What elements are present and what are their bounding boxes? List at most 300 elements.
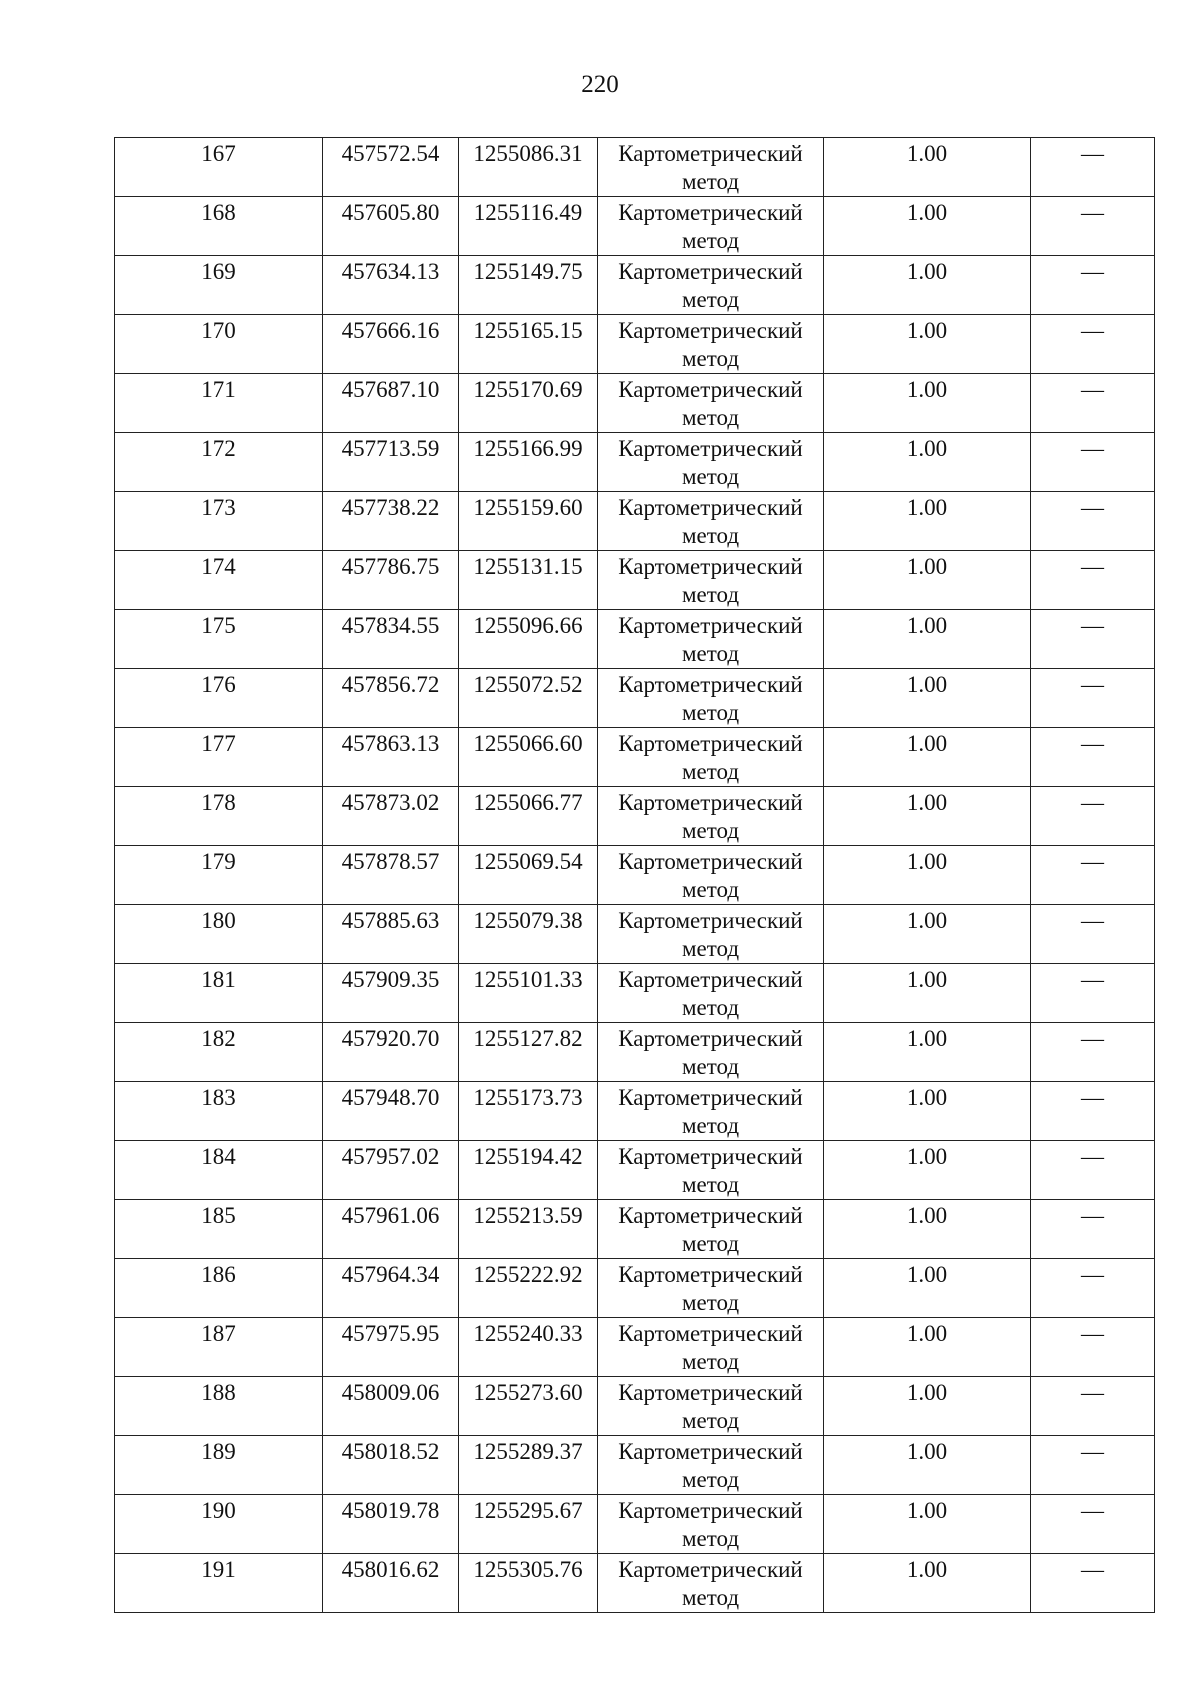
cell-y-coordinate [459, 728, 598, 787]
cell-description-text: — [1081, 1144, 1104, 1169]
cell-point-number-text: 190 [201, 1498, 236, 1523]
cell-method [598, 905, 824, 964]
method-line-1: Картометрический [618, 1557, 803, 1582]
cell-y-coordinate-text: 1255159.60 [473, 495, 583, 520]
method-line-2: метод [681, 1172, 740, 1197]
table-row [115, 1023, 1155, 1082]
cell-method [598, 1082, 824, 1141]
cell-description-text: — [1081, 908, 1104, 933]
table-row [115, 551, 1155, 610]
method-line-1: Картометрический [618, 1498, 803, 1523]
cell-x-coordinate-text: 457975.95 [341, 1321, 440, 1346]
cell-x-coordinate-text: 457786.75 [341, 554, 440, 579]
cell-point-number-text: 180 [201, 908, 236, 933]
cell-point-number-text: 175 [201, 613, 236, 638]
cell-description [1031, 374, 1155, 433]
method-line-2: метод [681, 287, 740, 312]
cell-description [1031, 197, 1155, 256]
cell-method [598, 1377, 824, 1436]
cell-accuracy-text: 1.00 [906, 1439, 948, 1464]
cell-point-number [115, 964, 323, 1023]
cell-y-coordinate [459, 1200, 598, 1259]
method-line-1: Картометрический [618, 200, 803, 225]
cell-y-coordinate [459, 787, 598, 846]
cell-method [598, 551, 824, 610]
cell-method [598, 610, 824, 669]
cell-accuracy-text: 1.00 [906, 377, 948, 402]
cell-point-number-text: 179 [201, 849, 236, 874]
cell-description [1031, 1141, 1155, 1200]
method-line-2: метод [681, 641, 740, 666]
cell-description [1031, 1023, 1155, 1082]
cell-y-coordinate-text: 1255079.38 [473, 908, 583, 933]
cell-x-coordinate-text: 457856.72 [341, 672, 440, 697]
cell-accuracy-text: 1.00 [906, 318, 948, 343]
method-line-1: Картометрический [618, 1026, 803, 1051]
method-line-1: Картометрический [618, 1144, 803, 1169]
method-line-2: метод [681, 405, 740, 430]
cell-x-coordinate [323, 610, 459, 669]
method-line-1: Картометрический [618, 141, 803, 166]
method-line-1: Картометрический [618, 318, 803, 343]
cell-point-number [115, 197, 323, 256]
cell-description [1031, 846, 1155, 905]
method-line-2: метод [681, 1526, 740, 1551]
cell-x-coordinate-text: 457873.02 [341, 790, 440, 815]
cell-point-number [115, 138, 323, 197]
cell-method [598, 728, 824, 787]
cell-y-coordinate [459, 433, 598, 492]
table-row [115, 197, 1155, 256]
cell-point-number-text: 188 [201, 1380, 236, 1405]
method-line-1: Картометрический [618, 613, 803, 638]
method-line-1: Картометрический [618, 908, 803, 933]
cell-method [598, 1318, 824, 1377]
cell-x-coordinate [323, 374, 459, 433]
cell-accuracy-text: 1.00 [906, 1144, 948, 1169]
cell-x-coordinate-text: 457666.16 [341, 318, 440, 343]
cell-method [598, 1023, 824, 1082]
cell-accuracy [824, 1495, 1031, 1554]
cell-y-coordinate [459, 1023, 598, 1082]
cell-accuracy [824, 610, 1031, 669]
table-row [115, 964, 1155, 1023]
cell-accuracy [824, 905, 1031, 964]
method-line-1: Картометрический [618, 790, 803, 815]
cell-x-coordinate-text: 457834.55 [341, 613, 440, 638]
table-row [115, 315, 1155, 374]
cell-method [598, 197, 824, 256]
method-line-2: метод [681, 346, 740, 371]
cell-x-coordinate [323, 315, 459, 374]
cell-x-coordinate [323, 433, 459, 492]
cell-y-coordinate [459, 551, 598, 610]
cell-point-number-text: 172 [201, 436, 236, 461]
table-row [115, 787, 1155, 846]
cell-description [1031, 492, 1155, 551]
page-number: 220 [581, 71, 619, 98]
cell-point-number-text: 189 [201, 1439, 236, 1464]
cell-point-number [115, 905, 323, 964]
cell-accuracy [824, 1200, 1031, 1259]
method-line-2: метод [681, 1349, 740, 1374]
cell-y-coordinate-text: 1255127.82 [473, 1026, 583, 1051]
method-line-1: Картометрический [618, 436, 803, 461]
cell-accuracy [824, 669, 1031, 728]
cell-accuracy [824, 197, 1031, 256]
cell-description [1031, 1318, 1155, 1377]
cell-y-coordinate-text: 1255101.33 [473, 967, 583, 992]
method-line-1: Картометрический [618, 554, 803, 579]
cell-accuracy-text: 1.00 [906, 436, 948, 461]
cell-point-number [115, 1023, 323, 1082]
cell-point-number [115, 1495, 323, 1554]
cell-x-coordinate [323, 787, 459, 846]
cell-description [1031, 787, 1155, 846]
cell-x-coordinate [323, 197, 459, 256]
table-row [115, 256, 1155, 315]
table-row [115, 1141, 1155, 1200]
cell-accuracy [824, 1023, 1031, 1082]
method-line-1: Картометрический [618, 1321, 803, 1346]
cell-accuracy-text: 1.00 [906, 259, 948, 284]
cell-y-coordinate-text: 1255194.42 [473, 1144, 583, 1169]
cell-description-text: — [1081, 1026, 1104, 1051]
cell-x-coordinate [323, 669, 459, 728]
cell-y-coordinate [459, 669, 598, 728]
method-line-2: метод [681, 1408, 740, 1433]
table-row [115, 905, 1155, 964]
cell-method [598, 315, 824, 374]
cell-accuracy [824, 1554, 1031, 1613]
method-line-2: метод [681, 228, 740, 253]
table-row [115, 1259, 1155, 1318]
cell-accuracy [824, 433, 1031, 492]
cell-description-text: — [1081, 318, 1104, 343]
cell-y-coordinate-text: 1255069.54 [473, 849, 583, 874]
cell-y-coordinate [459, 610, 598, 669]
method-line-1: Картометрический [618, 672, 803, 697]
cell-accuracy-text: 1.00 [906, 967, 948, 992]
cell-x-coordinate-text: 457687.10 [341, 377, 440, 402]
cell-point-number-text: 169 [201, 259, 236, 284]
cell-point-number [115, 256, 323, 315]
cell-point-number [115, 1377, 323, 1436]
table-row [115, 728, 1155, 787]
cell-y-coordinate [459, 138, 598, 197]
cell-description-text: — [1081, 1321, 1104, 1346]
table-row [115, 1082, 1155, 1141]
table-row [115, 846, 1155, 905]
cell-description-text: — [1081, 849, 1104, 874]
cell-y-coordinate-text: 1255166.99 [473, 436, 583, 461]
cell-description [1031, 964, 1155, 1023]
cell-accuracy-text: 1.00 [906, 1498, 948, 1523]
cell-method [598, 1259, 824, 1318]
cell-x-coordinate-text: 458019.78 [341, 1498, 440, 1523]
cell-accuracy [824, 1141, 1031, 1200]
cell-description-text: — [1081, 672, 1104, 697]
cell-method [598, 1141, 824, 1200]
cell-y-coordinate-text: 1255289.37 [473, 1439, 583, 1464]
cell-y-coordinate-text: 1255116.49 [473, 200, 583, 225]
cell-point-number-text: 170 [201, 318, 236, 343]
cell-y-coordinate-text: 1255305.76 [473, 1557, 583, 1582]
table-row [115, 374, 1155, 433]
cell-method [598, 256, 824, 315]
cell-x-coordinate-text: 457964.34 [341, 1262, 440, 1287]
table-row [115, 138, 1155, 197]
cell-method [598, 1554, 824, 1613]
cell-description-text: — [1081, 259, 1104, 284]
cell-description [1031, 433, 1155, 492]
table-row [115, 1554, 1155, 1613]
coordinates-table-body [115, 138, 1155, 1613]
cell-x-coordinate [323, 1082, 459, 1141]
cell-accuracy-text: 1.00 [906, 1085, 948, 1110]
cell-accuracy-text: 1.00 [906, 141, 948, 166]
cell-y-coordinate [459, 905, 598, 964]
cell-y-coordinate [459, 1318, 598, 1377]
cell-y-coordinate [459, 1377, 598, 1436]
cell-y-coordinate [459, 964, 598, 1023]
method-line-1: Картометрический [618, 1380, 803, 1405]
cell-point-number-text: 177 [201, 731, 236, 756]
cell-point-number [115, 551, 323, 610]
method-line-2: метод [681, 1467, 740, 1492]
cell-point-number-text: 173 [201, 495, 236, 520]
cell-y-coordinate-text: 1255240.33 [473, 1321, 583, 1346]
method-line-2: метод [681, 464, 740, 489]
cell-accuracy-text: 1.00 [906, 613, 948, 638]
method-line-2: метод [681, 759, 740, 784]
cell-point-number [115, 315, 323, 374]
cell-point-number-text: 187 [201, 1321, 236, 1346]
cell-accuracy-text: 1.00 [906, 908, 948, 933]
cell-accuracy [824, 374, 1031, 433]
cell-point-number-text: 182 [201, 1026, 236, 1051]
cell-x-coordinate-text: 457863.13 [341, 731, 440, 756]
cell-x-coordinate-text: 457634.13 [341, 259, 440, 284]
method-line-1: Картометрический [618, 849, 803, 874]
cell-description [1031, 728, 1155, 787]
cell-description-text: — [1081, 141, 1104, 166]
method-line-2: метод [681, 582, 740, 607]
cell-description-text: — [1081, 790, 1104, 815]
cell-point-number-text: 185 [201, 1203, 236, 1228]
method-line-1: Картометрический [618, 377, 803, 402]
cell-x-coordinate-text: 457605.80 [341, 200, 440, 225]
cell-y-coordinate [459, 256, 598, 315]
cell-description [1031, 1495, 1155, 1554]
cell-accuracy [824, 551, 1031, 610]
cell-point-number-text: 176 [201, 672, 236, 697]
cell-y-coordinate-text: 1255066.77 [473, 790, 583, 815]
method-line-1: Картометрический [618, 1085, 803, 1110]
cell-accuracy [824, 964, 1031, 1023]
cell-method [598, 1200, 824, 1259]
cell-y-coordinate [459, 1141, 598, 1200]
cell-x-coordinate [323, 1377, 459, 1436]
method-line-1: Картометрический [618, 731, 803, 756]
cell-x-coordinate-text: 458009.06 [341, 1380, 440, 1405]
cell-x-coordinate [323, 1554, 459, 1613]
cell-point-number [115, 1141, 323, 1200]
cell-description [1031, 138, 1155, 197]
cell-accuracy [824, 1436, 1031, 1495]
cell-description-text: — [1081, 613, 1104, 638]
cell-y-coordinate-text: 1255170.69 [473, 377, 583, 402]
cell-x-coordinate-text: 457920.70 [341, 1026, 440, 1051]
method-line-2: метод [681, 1231, 740, 1256]
cell-x-coordinate [323, 492, 459, 551]
cell-description [1031, 669, 1155, 728]
cell-point-number [115, 374, 323, 433]
coordinates-table [114, 137, 1155, 1613]
method-line-2: метод [681, 700, 740, 725]
cell-x-coordinate-text: 457948.70 [341, 1085, 440, 1110]
cell-accuracy [824, 1082, 1031, 1141]
cell-y-coordinate [459, 492, 598, 551]
cell-x-coordinate-text: 457738.22 [341, 495, 440, 520]
cell-method [598, 846, 824, 905]
table-row [115, 1436, 1155, 1495]
cell-accuracy [824, 728, 1031, 787]
cell-accuracy-text: 1.00 [906, 849, 948, 874]
cell-x-coordinate-text: 457885.63 [341, 908, 440, 933]
cell-description-text: — [1081, 1085, 1104, 1110]
cell-accuracy-text: 1.00 [906, 495, 948, 520]
cell-y-coordinate-text: 1255096.66 [473, 613, 583, 638]
cell-method [598, 374, 824, 433]
cell-point-number-text: 174 [201, 554, 236, 579]
cell-point-number [115, 1436, 323, 1495]
cell-accuracy-text: 1.00 [906, 1557, 948, 1582]
cell-point-number-text: 181 [201, 967, 236, 992]
cell-description [1031, 1377, 1155, 1436]
cell-y-coordinate-text: 1255066.60 [473, 731, 583, 756]
cell-method [598, 787, 824, 846]
cell-point-number-text: 184 [201, 1144, 236, 1169]
cell-x-coordinate [323, 1436, 459, 1495]
cell-point-number-text: 171 [201, 377, 236, 402]
cell-x-coordinate [323, 1200, 459, 1259]
table-row [115, 1377, 1155, 1436]
cell-y-coordinate [459, 846, 598, 905]
cell-accuracy [824, 256, 1031, 315]
cell-point-number-text: 168 [201, 200, 236, 225]
cell-y-coordinate [459, 1259, 598, 1318]
cell-y-coordinate [459, 1436, 598, 1495]
cell-description [1031, 256, 1155, 315]
cell-description [1031, 551, 1155, 610]
cell-point-number-text: 191 [201, 1557, 236, 1582]
method-line-1: Картометрический [618, 967, 803, 992]
cell-y-coordinate-text: 1255165.15 [473, 318, 583, 343]
cell-y-coordinate-text: 1255131.15 [473, 554, 583, 579]
method-line-2: метод [681, 1585, 740, 1610]
method-line-1: Картометрический [618, 1203, 803, 1228]
cell-accuracy [824, 846, 1031, 905]
cell-method [598, 964, 824, 1023]
cell-description [1031, 1259, 1155, 1318]
cell-y-coordinate-text: 1255173.73 [473, 1085, 583, 1110]
cell-point-number [115, 787, 323, 846]
cell-point-number-text: 178 [201, 790, 236, 815]
cell-y-coordinate [459, 1082, 598, 1141]
method-line-2: метод [681, 523, 740, 548]
cell-x-coordinate [323, 1318, 459, 1377]
cell-accuracy-text: 1.00 [906, 1321, 948, 1346]
table-row [115, 433, 1155, 492]
cell-accuracy [824, 787, 1031, 846]
cell-x-coordinate [323, 846, 459, 905]
cell-y-coordinate-text: 1255295.67 [473, 1498, 583, 1523]
cell-accuracy-text: 1.00 [906, 200, 948, 225]
cell-description [1031, 1436, 1155, 1495]
cell-y-coordinate [459, 1554, 598, 1613]
cell-y-coordinate-text: 1255086.31 [473, 141, 583, 166]
cell-accuracy [824, 138, 1031, 197]
cell-x-coordinate-text: 457961.06 [341, 1203, 440, 1228]
cell-point-number [115, 1082, 323, 1141]
cell-accuracy [824, 1318, 1031, 1377]
table-row [115, 1318, 1155, 1377]
method-line-1: Картометрический [618, 1439, 803, 1464]
cell-x-coordinate [323, 256, 459, 315]
cell-accuracy-text: 1.00 [906, 790, 948, 815]
cell-description [1031, 1200, 1155, 1259]
cell-point-number [115, 1554, 323, 1613]
cell-y-coordinate-text: 1255273.60 [473, 1380, 583, 1405]
cell-x-coordinate-text: 457572.54 [341, 141, 440, 166]
cell-description [1031, 1082, 1155, 1141]
method-line-1: Картометрический [618, 1262, 803, 1287]
cell-x-coordinate-text: 458018.52 [341, 1439, 440, 1464]
cell-x-coordinate-text: 457909.35 [341, 967, 440, 992]
cell-point-number [115, 610, 323, 669]
cell-point-number [115, 728, 323, 787]
cell-point-number [115, 492, 323, 551]
cell-method [598, 492, 824, 551]
cell-description-text: — [1081, 1380, 1104, 1405]
cell-accuracy-text: 1.00 [906, 672, 948, 697]
method-line-2: метод [681, 936, 740, 961]
method-line-2: метод [681, 169, 740, 194]
cell-x-coordinate [323, 1023, 459, 1082]
cell-accuracy [824, 1377, 1031, 1436]
cell-description [1031, 610, 1155, 669]
cell-y-coordinate-text: 1255072.52 [473, 672, 583, 697]
cell-y-coordinate-text: 1255213.59 [473, 1203, 583, 1228]
cell-accuracy-text: 1.00 [906, 554, 948, 579]
method-line-2: метод [681, 818, 740, 843]
cell-method [598, 1495, 824, 1554]
cell-accuracy [824, 1259, 1031, 1318]
cell-description-text: — [1081, 1203, 1104, 1228]
cell-point-number [115, 846, 323, 905]
cell-x-coordinate [323, 964, 459, 1023]
cell-description-text: — [1081, 554, 1104, 579]
cell-description-text: — [1081, 200, 1104, 225]
table-row [115, 610, 1155, 669]
cell-method [598, 1436, 824, 1495]
cell-accuracy [824, 315, 1031, 374]
cell-method [598, 433, 824, 492]
cell-method [598, 669, 824, 728]
cell-method [598, 138, 824, 197]
method-line-2: метод [681, 1113, 740, 1138]
